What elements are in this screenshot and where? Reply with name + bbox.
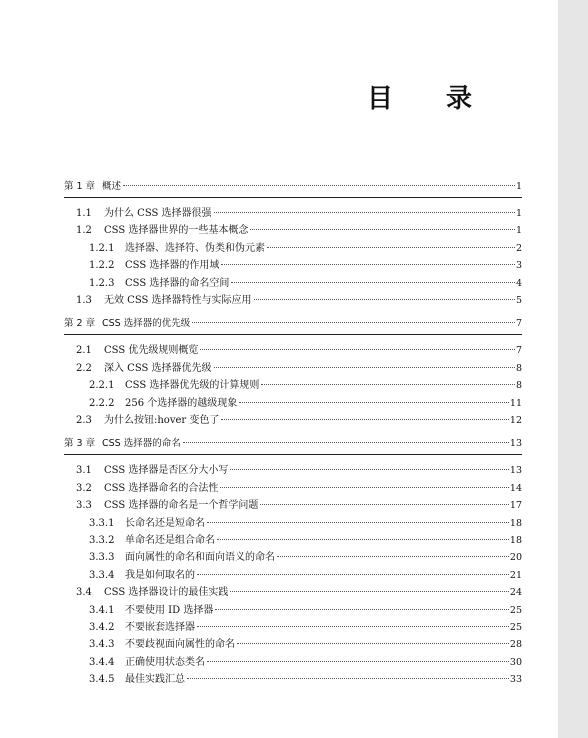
toc-entry-subsection[interactable] xyxy=(89,259,522,273)
toc-number: 2.3 xyxy=(76,415,92,426)
toc-number: 3.2 xyxy=(76,482,92,494)
toc-entry-subsection[interactable] xyxy=(89,673,522,687)
toc-entry-subsection[interactable] xyxy=(89,638,522,652)
toc-number: 3.4.5 xyxy=(89,674,115,686)
toc-entry-subsection[interactable] xyxy=(89,277,522,291)
toc-title: 最佳实践汇总 xyxy=(125,674,185,686)
toc-entry-subsection[interactable] xyxy=(89,517,522,531)
toc-page-number: 8 xyxy=(515,362,522,374)
toc-title: 正确使用状态类名 xyxy=(125,656,205,668)
toc-page-number: 3 xyxy=(515,260,522,272)
dot-leader xyxy=(221,419,509,420)
toc-entry-section[interactable] xyxy=(76,482,522,496)
toc-entry-section[interactable] xyxy=(76,207,522,221)
toc-entry-section[interactable] xyxy=(76,362,522,376)
toc-number: 2.2.2 xyxy=(89,397,115,409)
toc-page-number: 5 xyxy=(515,295,522,306)
dot-leader xyxy=(123,185,515,186)
chapter-divider xyxy=(64,334,522,335)
toc-page-number: 18 xyxy=(509,517,522,529)
toc-page-number: 13 xyxy=(509,465,522,477)
toc-title: CSS 选择器的命名空间 xyxy=(125,277,230,289)
toc-entry-subsection[interactable] xyxy=(89,621,522,635)
toc-number: 1.2 xyxy=(76,225,92,237)
toc-number: 1.1 xyxy=(76,208,92,219)
toc-number: 3.3.1 xyxy=(89,517,115,529)
chapter-divider xyxy=(64,197,522,198)
dot-leader xyxy=(192,322,515,323)
toc-entry-subsection[interactable] xyxy=(89,242,522,256)
page-title: 目 录 xyxy=(366,84,494,114)
dot-leader xyxy=(207,522,509,523)
toc-page-number: 8 xyxy=(515,380,522,392)
toc-title: 概述 xyxy=(102,181,122,192)
toc-page-number: 1 xyxy=(515,225,522,237)
dot-leader xyxy=(231,282,515,283)
toc-page-number: 17 xyxy=(509,500,522,512)
dot-leader xyxy=(214,212,515,213)
toc-entry-subsection[interactable] xyxy=(89,379,522,393)
toc-page-number: 13 xyxy=(509,438,522,450)
toc-title: 无效 CSS 选择器特性与实际应用 xyxy=(104,295,252,306)
toc-page-number: 18 xyxy=(509,535,522,546)
toc-page-number: 1 xyxy=(515,208,522,219)
dot-leader xyxy=(187,678,509,679)
dot-leader xyxy=(250,229,515,230)
toc-title: 为什么按钮:hover 变色了 xyxy=(104,415,220,426)
toc-number: 第 3 章 xyxy=(64,438,96,450)
toc-entry-subsection[interactable] xyxy=(89,534,522,548)
toc-page-number: 7 xyxy=(515,318,522,330)
toc-number: 2.2.1 xyxy=(89,380,115,392)
dot-leader xyxy=(183,442,509,443)
toc-page-number: 2 xyxy=(515,242,522,254)
dot-leader xyxy=(267,247,515,248)
toc-entry-section[interactable] xyxy=(76,294,522,308)
dot-leader xyxy=(221,264,515,265)
toc-page-number: 11 xyxy=(509,397,522,409)
toc-page-number: 28 xyxy=(509,639,522,651)
toc-number: 3.4.2 xyxy=(89,622,115,633)
toc-number: 1.2.3 xyxy=(89,277,115,289)
dot-leader xyxy=(215,609,509,610)
dot-leader xyxy=(260,504,509,505)
toc-number: 3.1 xyxy=(76,465,92,477)
toc-title: CSS 选择器优先级的计算规则 xyxy=(125,380,260,392)
toc-page-number: 24 xyxy=(509,587,522,599)
toc-title: CSS 选择器的命名 xyxy=(102,438,181,450)
toc-number: 1.3 xyxy=(76,295,92,306)
toc-page-number: 4 xyxy=(515,277,522,289)
dot-leader xyxy=(220,487,509,488)
toc-title: 我是如何取名的 xyxy=(125,569,195,581)
toc-number: 3.4 xyxy=(76,587,92,599)
toc-title: 为什么 CSS 选择器很强 xyxy=(104,208,212,219)
dot-leader xyxy=(230,469,509,470)
toc-number: 2.2 xyxy=(76,362,92,374)
toc-title: CSS 选择器设计的最佳实践 xyxy=(104,587,229,599)
dot-leader xyxy=(239,402,509,403)
dot-leader xyxy=(261,384,515,385)
dot-leader xyxy=(214,367,515,368)
toc-title: CSS 选择器世界的一些基本概念 xyxy=(104,225,249,237)
toc-number: 第 1 章 xyxy=(64,181,96,192)
toc-entry-subsection[interactable] xyxy=(89,604,522,618)
toc-number: 3.3.4 xyxy=(89,569,115,581)
toc-entry-section[interactable] xyxy=(76,414,522,428)
toc-title: CSS 优先级规则概览 xyxy=(104,345,199,357)
toc-page-number: 1 xyxy=(515,181,522,192)
toc-title: 深入 CSS 选择器优先级 xyxy=(104,362,212,374)
toc-page-number: 25 xyxy=(509,604,522,616)
dot-leader xyxy=(237,643,509,644)
toc-entry-section[interactable] xyxy=(76,586,522,600)
toc-number: 3.4.4 xyxy=(89,656,115,668)
dot-leader xyxy=(200,349,515,350)
toc-entry-chapter[interactable] xyxy=(64,180,522,194)
toc-title: CSS 选择器的命名是一个哲学问题 xyxy=(104,500,259,512)
toc-entry-chapter[interactable] xyxy=(64,437,522,451)
toc-title: 不要使用 ID 选择器 xyxy=(125,604,214,616)
toc-entry-section[interactable] xyxy=(76,499,522,513)
dot-leader xyxy=(207,661,509,662)
toc-entry-subsection[interactable] xyxy=(89,569,522,583)
dot-leader xyxy=(217,539,509,540)
dot-leader xyxy=(277,556,509,557)
toc-entry-section[interactable] xyxy=(76,224,522,238)
toc-page-number: 14 xyxy=(509,482,522,494)
toc-number: 3.3.2 xyxy=(89,535,115,546)
toc-entry-section[interactable] xyxy=(76,344,522,358)
toc-title: CSS 选择器的优先级 xyxy=(102,318,191,330)
dot-leader xyxy=(254,299,515,300)
toc-page-number: 7 xyxy=(515,345,522,357)
toc-entry-subsection[interactable] xyxy=(89,397,522,411)
toc-number: 3.3 xyxy=(76,500,92,512)
toc-title: 长命名还是短命名 xyxy=(125,517,205,529)
toc-page-number: 20 xyxy=(509,552,522,564)
toc-page-number: 30 xyxy=(509,656,522,668)
toc-entry-chapter[interactable] xyxy=(64,317,522,331)
toc-page-number: 25 xyxy=(509,622,522,633)
toc-number: 3.4.1 xyxy=(89,604,115,616)
toc-title: 选择器、选择符、伪类和伪元素 xyxy=(125,242,265,254)
toc-page-number: 21 xyxy=(509,569,522,581)
toc-number: 第 2 章 xyxy=(64,318,96,330)
dot-leader xyxy=(197,626,509,627)
toc-title: 不要歧视面向属性的命名 xyxy=(125,639,235,651)
toc-number: 2.1 xyxy=(76,345,92,357)
toc-number: 1.2.2 xyxy=(89,260,115,272)
dot-leader xyxy=(230,591,509,592)
toc-title: 256 个选择器的越级现象 xyxy=(125,397,238,409)
chapter-divider xyxy=(64,454,522,455)
side-margin xyxy=(558,0,588,738)
toc-entry-subsection[interactable] xyxy=(89,551,522,565)
dot-leader xyxy=(197,574,509,575)
toc-title: 面向属性的命名和面向语义的命名 xyxy=(125,552,275,564)
toc-entry-section[interactable] xyxy=(76,464,522,478)
toc-page-number: 12 xyxy=(509,415,522,426)
toc-title: 单命名还是组合命名 xyxy=(125,535,215,546)
toc-title: CSS 选择器是否区分大小写 xyxy=(104,465,229,477)
toc-number: 1.2.1 xyxy=(89,242,115,254)
toc-title: CSS 选择器的作用域 xyxy=(125,260,220,272)
toc-title: CSS 选择器命名的合法性 xyxy=(104,482,219,494)
toc-title: 不要嵌套选择器 xyxy=(125,622,195,633)
toc-page-number: 33 xyxy=(509,674,522,686)
toc-entry-subsection[interactable] xyxy=(89,656,522,670)
toc-number: 3.3.3 xyxy=(89,552,115,564)
toc-number: 3.4.3 xyxy=(89,639,115,651)
